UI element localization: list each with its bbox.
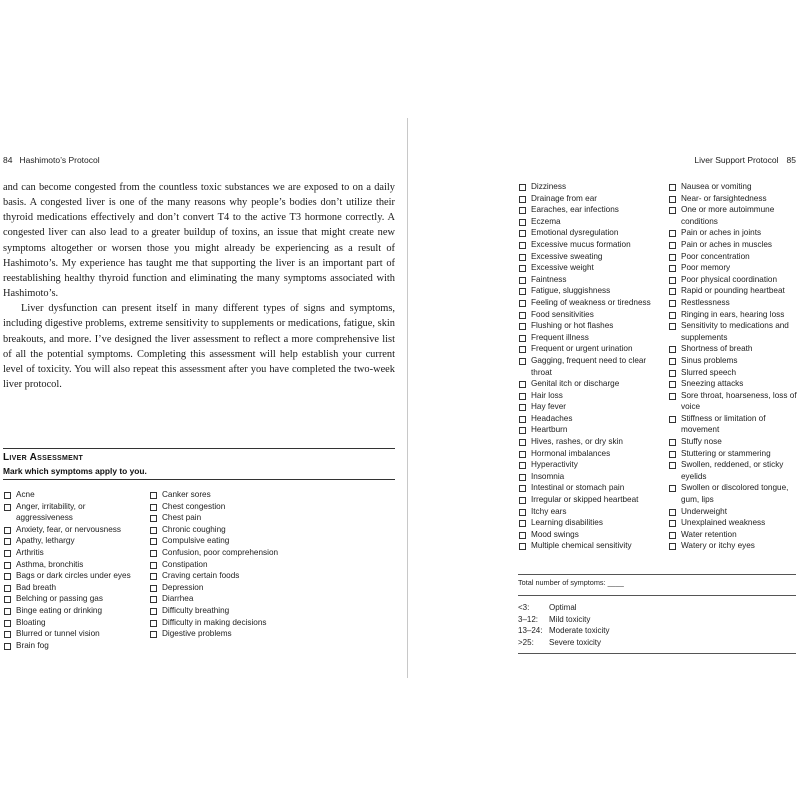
symptom-label: Chest pain	[162, 513, 202, 523]
symptom-label: Sore throat, hoarseness, loss of voice	[681, 390, 797, 412]
checkbox-icon[interactable]	[669, 323, 676, 330]
checkbox-icon[interactable]	[150, 631, 157, 638]
symptom-checkbox-item[interactable]	[518, 297, 656, 309]
right-page-number: 85	[786, 155, 796, 165]
checkbox-icon[interactable]	[669, 265, 676, 272]
symptom-checkbox-item[interactable]	[149, 512, 279, 524]
symptom-label: Difficulty in making decisions	[162, 617, 267, 627]
symptom-label: Shortness of breath	[681, 344, 753, 354]
symptom-checkbox-item[interactable]	[518, 309, 656, 321]
checkbox-icon[interactable]	[669, 485, 676, 492]
symptom-label: Belching or passing gas	[16, 594, 103, 604]
symptom-label: Itchy ears	[531, 506, 567, 516]
checkbox-icon[interactable]	[669, 288, 676, 295]
symptom-column	[518, 181, 656, 552]
symptom-checkbox-item[interactable]	[518, 448, 656, 460]
checkbox-icon[interactable]	[519, 346, 526, 353]
checkbox-icon[interactable]	[4, 492, 11, 499]
checkbox-icon[interactable]	[519, 416, 526, 423]
symptom-column	[668, 181, 798, 552]
symptom-label: Excessive weight	[531, 263, 594, 273]
symptom-label: Mood swings	[531, 529, 579, 539]
checkbox-icon[interactable]	[519, 207, 526, 214]
symptom-checkbox-item[interactable]	[149, 559, 279, 571]
checkbox-icon[interactable]	[519, 300, 526, 307]
symptom-checkbox-item[interactable]	[518, 227, 656, 239]
symptom-checkbox-item[interactable]	[518, 193, 656, 205]
symptom-checkbox-item[interactable]	[518, 216, 656, 228]
symptom-label: Rapid or pounding heartbeat	[681, 286, 785, 296]
symptom-checkbox-item[interactable]	[668, 448, 798, 460]
scale-row	[518, 614, 796, 626]
symptom-checkbox-item[interactable]	[3, 570, 143, 582]
symptom-checkbox-item[interactable]	[149, 535, 279, 547]
symptom-label: Excessive mucus formation	[531, 239, 631, 249]
symptom-checkbox-item[interactable]	[149, 582, 279, 594]
scale-label: Optimal	[549, 603, 577, 612]
symptom-label: Learning disabilities	[531, 518, 603, 528]
symptom-checkbox-item[interactable]	[668, 251, 798, 263]
symptom-checkbox-item[interactable]	[668, 181, 798, 193]
checkbox-icon[interactable]	[519, 184, 526, 191]
symptom-label: Near- or farsightedness	[681, 193, 767, 203]
checkbox-icon[interactable]	[519, 462, 526, 469]
scale-range: >25:	[518, 637, 534, 647]
symptom-label: Stuttering or stammering	[681, 448, 771, 458]
symptom-checkbox-item[interactable]	[518, 239, 656, 251]
symptom-label: Water retention	[681, 529, 737, 539]
total-symptoms-line: Total number of symptoms: ____	[518, 578, 796, 596]
symptom-checkbox-item[interactable]	[668, 390, 798, 413]
symptom-checkbox-item[interactable]	[668, 506, 798, 518]
checkbox-icon[interactable]	[519, 323, 526, 330]
symptom-label: Faintness	[531, 274, 567, 284]
scale-range: 3–12:	[518, 614, 539, 624]
symptom-label: Bloating	[16, 617, 46, 627]
checkbox-icon[interactable]	[669, 358, 676, 365]
symptom-label: Ringing in ears, hearing loss	[681, 309, 785, 319]
checkbox-icon[interactable]	[150, 562, 157, 569]
symptom-checkbox-item[interactable]	[668, 529, 798, 541]
symptom-checkbox-item[interactable]	[3, 582, 143, 594]
left-page-number: 84	[3, 155, 13, 165]
checkbox-icon[interactable]	[4, 585, 11, 592]
symptom-checkbox-item[interactable]	[149, 524, 279, 536]
checkbox-icon[interactable]	[669, 196, 676, 203]
symptom-checkbox-item[interactable]	[3, 535, 143, 547]
checkbox-icon[interactable]	[669, 300, 676, 307]
symptom-checkbox-item[interactable]	[668, 367, 798, 379]
checkbox-icon[interactable]	[4, 643, 11, 650]
symptom-label: Depression	[162, 582, 204, 592]
symptom-checkbox-item[interactable]	[149, 605, 279, 617]
checkbox-icon[interactable]	[519, 427, 526, 434]
symptom-checkbox-item[interactable]	[518, 204, 656, 216]
checkbox-icon[interactable]	[4, 504, 11, 511]
symptom-label: Difficulty breathing	[162, 605, 230, 615]
symptom-label: Diarrhea	[162, 594, 194, 604]
scoring-box	[518, 574, 796, 648]
left-running-title: Hashimoto’s Protocol	[19, 155, 100, 165]
checkbox-icon[interactable]	[669, 416, 676, 423]
symptom-checkbox-item[interactable]	[668, 320, 798, 343]
checkbox-icon[interactable]	[669, 520, 676, 527]
symptom-checkbox-item[interactable]	[3, 617, 143, 629]
left-running-head	[3, 155, 100, 165]
symptom-checkbox-item[interactable]	[149, 617, 279, 629]
symptom-checkbox-item[interactable]	[668, 204, 798, 227]
checkbox-icon[interactable]	[519, 520, 526, 527]
symptom-label: Confusion, poor comprehension	[162, 547, 279, 557]
checkbox-icon[interactable]	[669, 312, 676, 319]
symptom-label: Excessive sweating	[531, 251, 603, 261]
symptom-checkbox-item[interactable]	[149, 489, 279, 501]
symptom-checkbox-item[interactable]	[518, 390, 656, 402]
symptom-checkbox-item[interactable]	[149, 570, 279, 582]
checkbox-icon[interactable]	[669, 393, 676, 400]
checkbox-icon[interactable]	[150, 515, 157, 522]
symptom-label: Nausea or vomiting	[681, 182, 752, 191]
right-symptom-checklist	[518, 181, 798, 571]
symptom-label: Watery or itchy eyes	[681, 541, 755, 551]
checkbox-icon[interactable]	[669, 370, 676, 377]
symptom-checkbox-item[interactable]	[518, 506, 656, 518]
checkbox-icon[interactable]	[519, 532, 526, 539]
symptom-checkbox-item[interactable]	[3, 593, 143, 605]
checkbox-icon[interactable]	[519, 485, 526, 492]
symptom-label: Gagging, frequent need to clear throat	[531, 355, 647, 377]
symptom-label: Anxiety, fear, or nervousness	[16, 524, 121, 534]
checkbox-icon[interactable]	[519, 474, 526, 481]
symptom-label: One or more autoimmune conditions	[681, 205, 775, 226]
checkbox-icon[interactable]	[519, 335, 526, 342]
symptom-checkbox-item[interactable]	[3, 524, 143, 536]
symptom-label: Headaches	[531, 413, 573, 423]
symptom-checkbox-item[interactable]	[668, 262, 798, 274]
symptom-label: Sneezing attacks	[681, 379, 744, 389]
symptom-label: Fatigue, sluggishness	[531, 286, 611, 296]
checkbox-icon[interactable]	[669, 346, 676, 353]
checkbox-icon[interactable]	[150, 550, 157, 557]
right-running-title: Liver Support Protocol	[694, 155, 779, 165]
checkbox-icon[interactable]	[669, 543, 676, 550]
symptom-checkbox-item[interactable]	[518, 378, 656, 390]
checkbox-icon[interactable]	[519, 196, 526, 203]
checkbox-icon[interactable]	[519, 509, 526, 516]
symptom-label: Frequent illness	[531, 332, 589, 342]
scale-range: <3:	[518, 603, 530, 612]
symptom-label: Swollen, reddened, or sticky eyelids	[681, 460, 784, 481]
symptom-label: Multiple chemical sensitivity	[531, 541, 632, 551]
page-gutter	[407, 118, 408, 678]
scale-label: Severe toxicity	[549, 637, 602, 647]
symptom-label: Bad breath	[16, 582, 57, 592]
left-body-text	[3, 180, 395, 392]
checkbox-icon[interactable]	[519, 404, 526, 411]
symptom-label: Dizziness	[531, 182, 567, 191]
symptom-label: Apathy, lethargy	[16, 536, 75, 546]
checkbox-icon[interactable]	[4, 596, 11, 603]
symptom-label: Poor concentration	[681, 251, 750, 261]
symptom-checkbox-item[interactable]	[3, 489, 143, 501]
symptom-checkbox-item[interactable]	[3, 628, 143, 640]
symptom-label: Slurred speech	[681, 367, 737, 377]
symptom-checkbox-item[interactable]	[668, 309, 798, 321]
symptom-label: Irregular or skipped heartbeat	[531, 495, 639, 505]
checkbox-icon[interactable]	[519, 451, 526, 458]
symptom-label: Compulsive eating	[162, 536, 230, 546]
symptom-label: Feeling of weakness or tiredness	[531, 297, 651, 307]
scale-row	[518, 625, 796, 637]
right-running-head	[694, 155, 796, 165]
divider	[518, 653, 796, 654]
checkbox-icon[interactable]	[519, 497, 526, 504]
checkbox-icon[interactable]	[669, 532, 676, 539]
symptom-label: Heartburn	[531, 425, 568, 435]
checkbox-icon[interactable]	[519, 393, 526, 400]
symptom-checkbox-item[interactable]	[668, 378, 798, 390]
checkbox-icon[interactable]	[150, 608, 157, 615]
symptom-label: Sensitivity to medications and supplements	[681, 321, 789, 342]
checkbox-icon[interactable]	[519, 254, 526, 261]
symptom-checkbox-item[interactable]	[668, 413, 798, 436]
symptom-label: Hormonal imbalances	[531, 448, 611, 458]
body-paragraph: and can become congested from the countless toxic substances we are exposed to on a daily basis. A congested liver is one of the many reasons why people’s bodies don’t utilize their thyroid medications effectively and don’t convert T4 to the active T3 hormone correctly. A congested liver can also lead to a greater buildup of toxins, an issue that might create new symptoms altogether or worsen those you might already be experiencing as a result of Hashimoto’s. My experience has taught me that supporting the liver is an important part of reestablishing healthy thyroid function and eliminating the many symptoms associated with Hashimoto’s.	[3, 182, 395, 300]
checkbox-icon[interactable]	[519, 242, 526, 249]
symptom-label: Pain or aches in muscles	[681, 239, 773, 249]
symptom-checkbox-item[interactable]	[518, 320, 656, 332]
symptom-label: Craving certain foods	[162, 571, 240, 581]
divider	[3, 448, 395, 449]
scale-row	[518, 602, 796, 614]
checkbox-icon[interactable]	[519, 439, 526, 446]
symptom-checkbox-item[interactable]	[518, 471, 656, 483]
symptom-label: Hay fever	[531, 402, 567, 412]
symptom-column	[149, 489, 279, 640]
symptom-checkbox-item[interactable]	[149, 593, 279, 605]
symptom-label: Swollen or discolored tongue, gum, lips	[681, 483, 789, 505]
symptom-checkbox-item[interactable]	[518, 517, 656, 529]
symptom-checkbox-item[interactable]	[518, 251, 656, 263]
checkbox-icon[interactable]	[519, 288, 526, 295]
symptom-checkbox-item[interactable]	[518, 424, 656, 436]
checkbox-icon[interactable]	[669, 439, 676, 446]
symptom-checkbox-item[interactable]	[518, 274, 656, 286]
liver-assessment-header	[3, 448, 395, 480]
checkbox-icon[interactable]	[669, 230, 676, 237]
symptom-checkbox-item[interactable]	[668, 297, 798, 309]
toxicity-scale	[518, 602, 796, 648]
symptom-checkbox-item[interactable]	[668, 227, 798, 239]
symptom-label: Poor memory	[681, 263, 731, 273]
symptom-checkbox-item[interactable]	[3, 605, 143, 617]
symptom-label: Arthritis	[16, 547, 44, 557]
symptom-label: Bags or dark circles under eyes	[16, 571, 131, 581]
symptom-checkbox-item[interactable]	[668, 436, 798, 448]
symptom-label: Brain fog	[16, 640, 49, 650]
checkbox-icon[interactable]	[519, 312, 526, 319]
symptom-checkbox-item[interactable]	[668, 517, 798, 529]
symptom-checkbox-item[interactable]	[668, 459, 798, 482]
symptom-checkbox-item[interactable]	[668, 274, 798, 286]
left-symptom-checklist	[3, 489, 403, 659]
symptom-label: Sinus problems	[681, 355, 738, 365]
symptom-label: Binge eating or drinking	[16, 605, 103, 615]
symptom-checkbox-item[interactable]	[518, 343, 656, 355]
symptom-checkbox-item[interactable]	[668, 239, 798, 251]
symptom-label: Anger, irritability, or aggressiveness	[16, 501, 86, 523]
symptom-checkbox-item[interactable]	[3, 640, 143, 652]
symptom-checkbox-item[interactable]	[518, 540, 656, 552]
checkbox-icon[interactable]	[669, 509, 676, 516]
checkbox-icon[interactable]	[150, 596, 157, 603]
scale-label: Moderate toxicity	[549, 626, 610, 636]
symptom-label: Chronic coughing	[162, 524, 226, 534]
symptom-label: Chest congestion	[162, 501, 226, 511]
symptom-label: Stiffness or limitation of movement	[681, 413, 766, 435]
symptom-label: Intestinal or stomach pain	[531, 483, 625, 493]
symptom-label: Unexplained weakness	[681, 518, 766, 528]
symptom-checkbox-item[interactable]	[149, 501, 279, 513]
checkbox-icon[interactable]	[4, 527, 11, 534]
symptom-label: Genital itch or discharge	[531, 379, 620, 389]
checkbox-icon[interactable]	[150, 527, 157, 534]
checkbox-icon[interactable]	[150, 585, 157, 592]
symptom-column	[3, 489, 143, 651]
scale-range: 13–24:	[518, 626, 543, 636]
symptom-checkbox-item[interactable]	[668, 193, 798, 205]
symptom-label: Asthma, bronchitis	[16, 559, 84, 569]
checkbox-icon[interactable]	[519, 358, 526, 365]
checkbox-icon[interactable]	[150, 504, 157, 511]
symptom-label: Earaches, ear infections	[531, 205, 619, 215]
symptom-checkbox-item[interactable]	[518, 413, 656, 425]
checkbox-icon[interactable]	[519, 219, 526, 226]
checkbox-icon[interactable]	[669, 451, 676, 458]
symptom-checkbox-item[interactable]	[668, 285, 798, 297]
checkbox-icon[interactable]	[519, 543, 526, 550]
symptom-checkbox-item[interactable]	[518, 262, 656, 274]
symptom-label: Eczema	[531, 216, 561, 226]
symptom-checkbox-item[interactable]	[518, 494, 656, 506]
checkbox-icon[interactable]	[519, 230, 526, 237]
symptom-checkbox-item[interactable]	[149, 628, 279, 640]
checkbox-icon[interactable]	[4, 562, 11, 569]
symptom-label: Hyperactivity	[531, 460, 578, 470]
checkbox-icon[interactable]	[150, 573, 157, 580]
scale-label: Mild toxicity	[549, 614, 591, 624]
symptom-label: Acne	[16, 490, 35, 499]
scale-row	[518, 637, 796, 649]
symptom-checkbox-item[interactable]	[518, 482, 656, 494]
symptom-checkbox-item[interactable]	[518, 401, 656, 413]
checkbox-icon[interactable]	[669, 277, 676, 284]
checkbox-icon[interactable]	[4, 573, 11, 580]
symptom-checkbox-item[interactable]	[518, 355, 656, 378]
checkbox-icon[interactable]	[669, 242, 676, 249]
symptom-label: Insomnia	[531, 471, 565, 481]
symptom-checkbox-item[interactable]	[668, 482, 798, 505]
symptom-label: Digestive problems	[162, 629, 232, 639]
symptom-checkbox-item[interactable]	[3, 559, 143, 571]
body-paragraph: Liver dysfunction can present itself in many different types of signs and symptoms, including digestive problems, extreme sensitivity to supplements or medications, fatigue, skin breakouts, and more. I’ve designed the liver assessment to reflect a more comprehensive list of all the potential symptoms. Completing this assessment will help establish your current level of toxicity. You will also repeat this assessment after you have completed the two-week liver protocol.	[3, 303, 395, 391]
checkbox-icon[interactable]	[519, 277, 526, 284]
checkbox-icon[interactable]	[4, 538, 11, 545]
symptom-checkbox-item[interactable]	[518, 332, 656, 344]
checkbox-icon[interactable]	[669, 184, 676, 191]
checkbox-icon[interactable]	[4, 620, 11, 627]
symptom-label: Hives, rashes, or dry skin	[531, 437, 623, 447]
symptom-checkbox-item[interactable]	[518, 529, 656, 541]
symptom-checkbox-item[interactable]	[518, 285, 656, 297]
symptom-label: Flushing or hot flashes	[531, 321, 614, 331]
symptom-label: Underweight	[681, 506, 727, 516]
checkbox-icon[interactable]	[150, 620, 157, 627]
symptom-label: Hair loss	[531, 390, 563, 400]
symptom-checkbox-item[interactable]	[518, 181, 656, 193]
checkbox-icon[interactable]	[4, 631, 11, 638]
checkbox-icon[interactable]	[4, 550, 11, 557]
checkbox-icon[interactable]	[669, 207, 676, 214]
assessment-title: Liver Assessment	[3, 452, 84, 463]
checkbox-icon[interactable]	[4, 608, 11, 615]
symptom-label: Restlessness	[681, 297, 730, 307]
checkbox-icon[interactable]	[519, 381, 526, 388]
symptom-checkbox-item[interactable]	[518, 436, 656, 448]
symptom-label: Canker sores	[162, 490, 211, 499]
checkbox-icon[interactable]	[150, 492, 157, 499]
symptom-checkbox-item[interactable]	[668, 343, 798, 355]
symptom-label: Emotional dysregulation	[531, 228, 619, 238]
checkbox-icon[interactable]	[669, 381, 676, 388]
symptom-label: Frequent or urgent urination	[531, 344, 633, 354]
symptom-label: Blurred or tunnel vision	[16, 629, 100, 639]
symptom-checkbox-item[interactable]	[668, 540, 798, 552]
checkbox-icon[interactable]	[669, 254, 676, 261]
symptom-checkbox-item[interactable]	[668, 355, 798, 367]
symptom-label: Food sensitivities	[531, 309, 594, 319]
symptom-checkbox-item[interactable]	[518, 459, 656, 471]
symptom-label: Poor physical coordination	[681, 274, 778, 284]
symptom-label: Constipation	[162, 559, 208, 569]
symptom-checkbox-item[interactable]	[3, 547, 143, 559]
assessment-instruction: Mark which symptoms apply to you.	[3, 466, 395, 480]
checkbox-icon[interactable]	[150, 538, 157, 545]
checkbox-icon[interactable]	[669, 462, 676, 469]
symptom-label: Stuffy nose	[681, 437, 722, 447]
symptom-checkbox-item[interactable]	[3, 501, 143, 524]
symptom-checkbox-item[interactable]	[149, 547, 279, 559]
symptom-label: Pain or aches in joints	[681, 228, 762, 238]
checkbox-icon[interactable]	[519, 265, 526, 272]
symptom-label: Drainage from ear	[531, 193, 597, 203]
